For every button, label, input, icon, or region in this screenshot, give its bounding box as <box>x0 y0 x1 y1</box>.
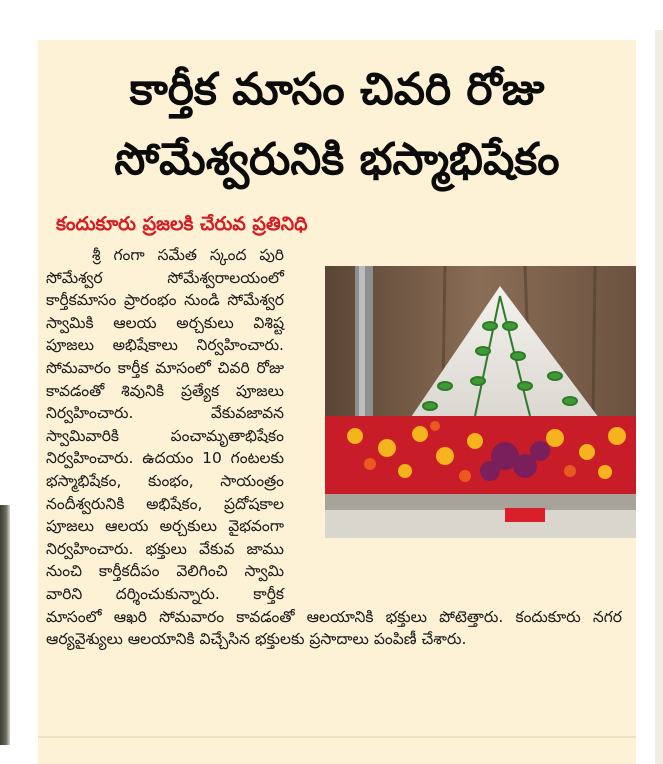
shivalinga-bhasmabhishekam-photo <box>325 266 636 538</box>
page-margin <box>655 30 663 764</box>
headline-line-1: కార్తీక మాసం చివరి రోజు <box>129 64 545 115</box>
dateline: కందుకూరు ప్రజలకి చేరువ ప్రతినిధి <box>56 213 308 235</box>
headline-line-2: సోమేశ్వరునికి భస్మాభిషేకం <box>114 134 560 185</box>
previous-article-strip <box>0 0 663 40</box>
news-article <box>38 40 636 764</box>
adjacent-photo-edge <box>0 505 10 745</box>
article-paragraph: శ్రీ గంగా సమేత స్కంద పురి సోమేశ్వర సోమేశ్వరాలయంలో కార్తీకమాసం ప్రారంభం నుండి సోమేశ్వర స్వామికి ఆలయ అర్చకులు విశిష్ట పూజలు అభిషేకాలు నిర్వహించారు. సోమవారం కార్తీక మాసంలో చివరి రోజు కావడంతో శివునికి ప్రత్యేక పూజలు నిర్వహించారు. వేకువజావన స్వామివారికి పంచామృతాభిషేకం నిర్వహించారు. ఉదయం 10 గంటలకు భస్మాభిషేకం, కుంభం, సాయంత్రం నందీశ్వరునికి అభిషేకం, ప్రదోషకాల పూజలు ఆలయ అర్చకులు వైభవంగా నిర్వహించారు. భక్తులు వేకువ జాము నుంచి కార్తీకదీపం వెలిగించి స్వామి వారిని దర్శించుకున్నారు. కార్తీక మాసంలో ఆఖరి సోమవారం కావడంతో ఆలయానికి భక్తులు పోటెత్తారు. కందుకూరు నగర ఆర్యవైశ్యులు ఆలయానికి విచ్చేసిన భక్తులకు ప్రసాదాలు పంపిణీ చేశారు. <box>46 246 622 649</box>
divider <box>38 736 636 738</box>
